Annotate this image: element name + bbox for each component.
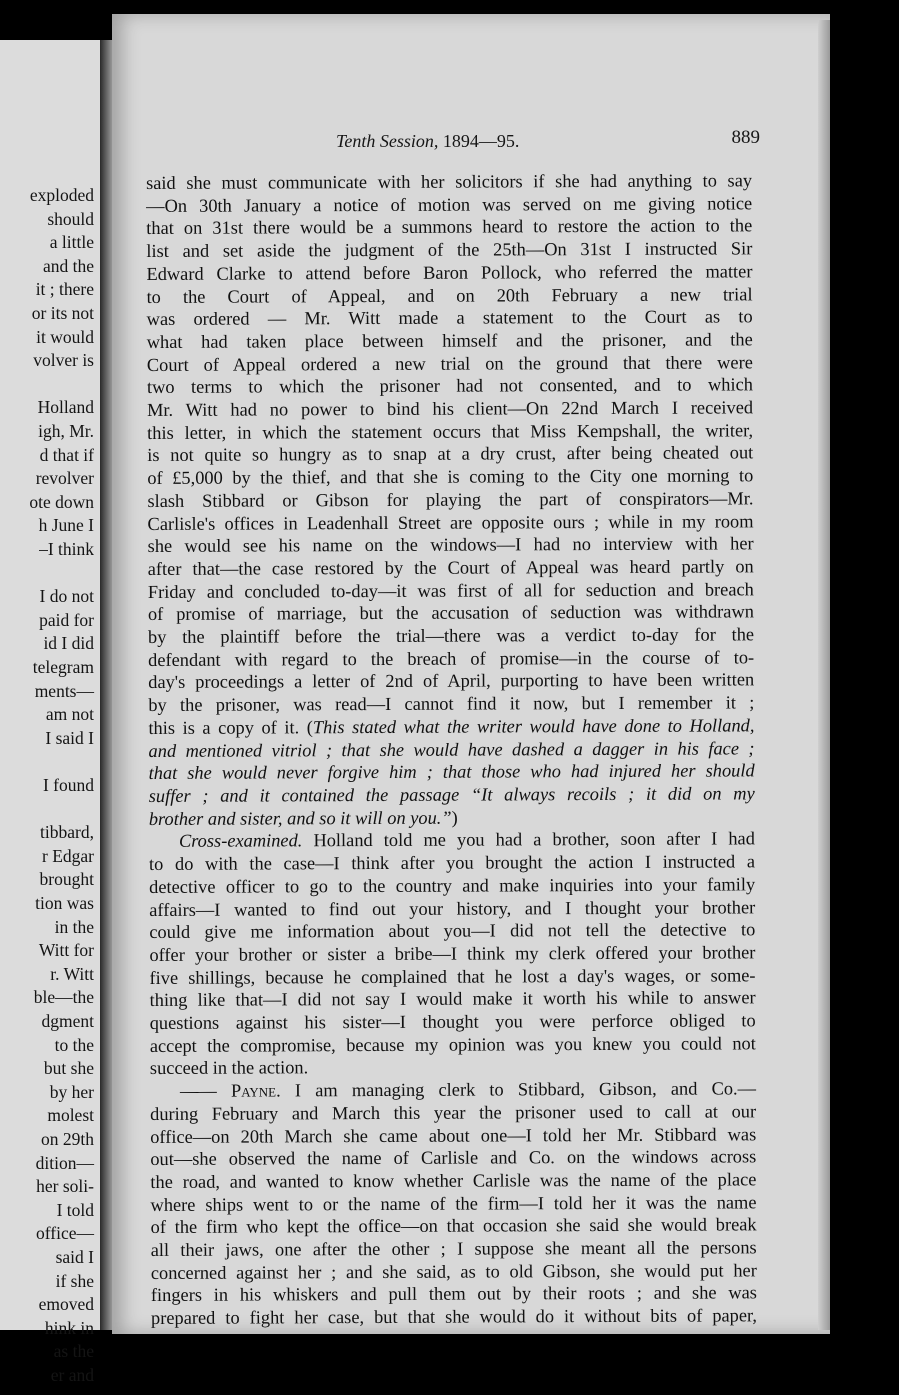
left-facing-page: [0, 40, 100, 1385]
left-page-line: –I think: [39, 539, 94, 559]
text-line: two terms to which the prisoner had not consented, and to which: [146, 374, 753, 398]
left-page-line: but she: [43, 1058, 94, 1079]
text-line: succeed in the action.: [149, 1057, 309, 1079]
left-page-line: am not: [45, 704, 94, 725]
left-page-line: if she: [55, 1270, 94, 1291]
left-page-line: her soli-: [36, 1176, 94, 1197]
left-page-line: id I did: [43, 633, 94, 654]
text-line: by the prisoner, was read—I cannot find it now, but I remember it ;: [148, 692, 755, 716]
left-page-line: I found: [42, 775, 94, 795]
left-page-line: in the: [54, 916, 94, 937]
text-line: questions against his sister—I thought you were perforce obliged to: [149, 1010, 756, 1034]
text-line: Friday and concluded to-day—it was first of all for seduction and breach: [147, 579, 754, 602]
left-page-line: tion was: [35, 893, 94, 913]
text-line: what had taken place between himself and the prisoner, and the: [146, 329, 753, 352]
witness-name: Payne.: [230, 1080, 281, 1101]
text-line: Mr. Witt had no power to bind his client—On 22nd March I received: [146, 397, 754, 421]
text-line: to do with the case—I think after you brought the action I instructed a: [148, 851, 756, 875]
text-line: was ordered — Mr. Witt made a statement to the Court as to: [146, 306, 753, 330]
left-page-line: should: [47, 208, 94, 229]
left-page-line: telegram: [32, 657, 94, 677]
left-page-line: tibbard,: [40, 822, 94, 843]
left-page-line: r. Witt: [50, 963, 94, 984]
left-page-line: as the: [53, 1341, 94, 1362]
left-page-line: I told: [56, 1199, 94, 1220]
text-line: accept the compromise, because my opinion was you knew you could not: [149, 1033, 756, 1056]
left-page-line: hink in: [44, 1317, 94, 1338]
text-line: the road, and wanted to know whether Carlisle was the name of the place: [150, 1169, 757, 1192]
text-line: day's proceedings a letter of 2nd of April, purporting to have been written: [148, 669, 755, 693]
text-line: slash Stibbard or Gibson for playing the part of conspirators—Mr.: [147, 488, 754, 511]
left-page-line: I said I: [45, 727, 94, 748]
left-page-line: ments—: [34, 680, 94, 701]
left-page-line: by her: [49, 1081, 94, 1102]
text-line: and mentioned vitriol ; that she would have dashed a dagger in his face ;: [148, 737, 755, 761]
left-page-line: emoved: [38, 1294, 94, 1315]
text-line: could give me information about you—I did not tell the detective to: [149, 919, 756, 943]
text-line: offer your brother or sister a bribe—I think my clerk offered your brother: [149, 942, 756, 965]
text-line: office—on 20th March she came about one—I told her Mr. Stibbard was: [150, 1123, 757, 1147]
left-page-line: a little: [49, 232, 94, 253]
text-line: by the plaintiff before the trial—there was a verdict to-day for the: [147, 624, 755, 648]
text-line: concerned against her ; and she said, as to old Gibson, she would put her: [150, 1260, 757, 1283]
text-line: is not quite so hungry as to snap at a dry crust, after being cheated out: [147, 442, 754, 466]
left-page-line: I do not: [39, 586, 94, 607]
text-line: —— Payne. I am managing clerk to Stibbard, Gibson, and Co.—: [179, 1078, 757, 1101]
left-page-line: Witt for: [38, 940, 94, 961]
left-page-line: paid for: [39, 609, 94, 630]
text-line: out—she observed the name of Carlisle and Co. on the windows across: [150, 1146, 757, 1170]
left-page-line: and the: [42, 255, 94, 276]
left-page-line: volver is: [33, 350, 94, 371]
text-line: fingers in his whiskers and pull them out by their roots ; and she was: [150, 1282, 757, 1306]
page-edge: [818, 20, 830, 1330]
left-page-line: r Edgar: [42, 845, 94, 866]
text-line: that she would never forgive him ; that those who had injured her should: [148, 760, 755, 784]
text-line: Cross-examined. Holland told me you had a brother, soon after I had: [178, 828, 755, 852]
left-page-line: h June I: [38, 515, 94, 536]
running-head: Tenth Session, 1894—95.: [336, 131, 520, 151]
text-line: said she must communicate with her solicitors if she had anything to say: [146, 170, 753, 193]
left-page-line: revolver: [35, 468, 94, 489]
text-line: list and set aside the judgment of the 25th—On 31st I instructed Sir: [146, 238, 753, 262]
text-line: Court of Appeal ordered a new trial on the ground that there were: [146, 351, 753, 375]
page-number: 889: [731, 127, 760, 148]
left-page-line: molest: [47, 1105, 94, 1126]
left-page-line: it would: [36, 326, 94, 347]
left-page-line: it ; there: [35, 279, 94, 300]
text-line: defendant with regard to the breach of promise—in the course of to-: [148, 647, 755, 670]
text-line: detective officer to go to the country and make inquiries into your family: [149, 874, 756, 897]
left-page-line: dition—: [35, 1152, 94, 1173]
text-line: of £5,000 by the thief, and that she is coming to the City one morning to: [147, 465, 754, 489]
text-line: this is a copy of it. (This stated what the writer would have done to Holland,: [148, 715, 755, 738]
text-line: suffer ; and it contained the passage “It always recoils ; it did on my: [148, 783, 755, 806]
left-page-line: er and: [50, 1365, 94, 1385]
left-page-line: exploded: [29, 185, 94, 205]
body-text: [146, 169, 757, 1329]
text-line: to the Court of Appeal, and on 20th February a new trial: [146, 283, 753, 307]
text-line: five shillings, because he complained that he lost a day's wages, or some-: [149, 964, 756, 988]
text-line: —On 30th January a notice of motion was served on me giving notice: [146, 193, 753, 216]
text-line: after that—the case restored by the Court of Appeal was heard partly on: [147, 556, 754, 579]
left-page-line: said I: [55, 1247, 94, 1267]
text-line: that on 31st there would be a summons heard to restore the action to the: [146, 215, 753, 239]
text-line: during February and March this year the prisoner used to call at our: [150, 1101, 757, 1124]
text-line: where ships went to or the name of the firm—I told her it was the name: [150, 1191, 757, 1215]
text-line: Edward Clarke to attend before Baron Pollock, who referred the matter: [146, 261, 753, 284]
left-page-line: Holland: [37, 397, 94, 418]
text-line: prepared to fight her case, but that she would do it without bits of paper,: [150, 1305, 758, 1329]
cross-examined-label: Cross-examined.: [178, 830, 303, 852]
text-line: she would see his name on the windows—I had no interview with her: [147, 533, 754, 557]
text-line: of promise of marriage, but the accusation of seduction was withdrawn: [147, 601, 754, 625]
text-line: thing like that—I did not say I would make it worth his while to answer: [149, 987, 756, 1011]
text-line: all their jaws, one after the other ; I suppose she meant all the persons: [150, 1237, 757, 1261]
left-page-line: dgment: [41, 1011, 94, 1031]
left-page-line: on 29th: [41, 1129, 94, 1149]
left-page-line: igh, Mr.: [38, 421, 94, 441]
text-line: brother and sister, and so it will on you.”): [148, 807, 458, 829]
left-page-line: to the: [54, 1034, 94, 1055]
left-page-line: d that if: [39, 444, 94, 465]
text-line: this letter, in which the statement occurs that Miss Kempshall, the writer,: [147, 420, 754, 443]
left-page-line: brought: [39, 869, 94, 890]
left-page-line: or its not: [31, 303, 94, 323]
text-line: affairs—I wanted to find out your history, and I thought your brother: [149, 896, 756, 920]
left-page-line: office—: [36, 1223, 94, 1244]
text-line: of the firm who kept the office—on that occasion she said she would break: [150, 1214, 757, 1238]
left-page-line: ote down: [29, 491, 94, 512]
left-page-line: ble—the: [33, 987, 94, 1008]
text-line: Carlisle's offices in Leadenhall Street are opposite ours ; while in my room: [147, 510, 754, 534]
